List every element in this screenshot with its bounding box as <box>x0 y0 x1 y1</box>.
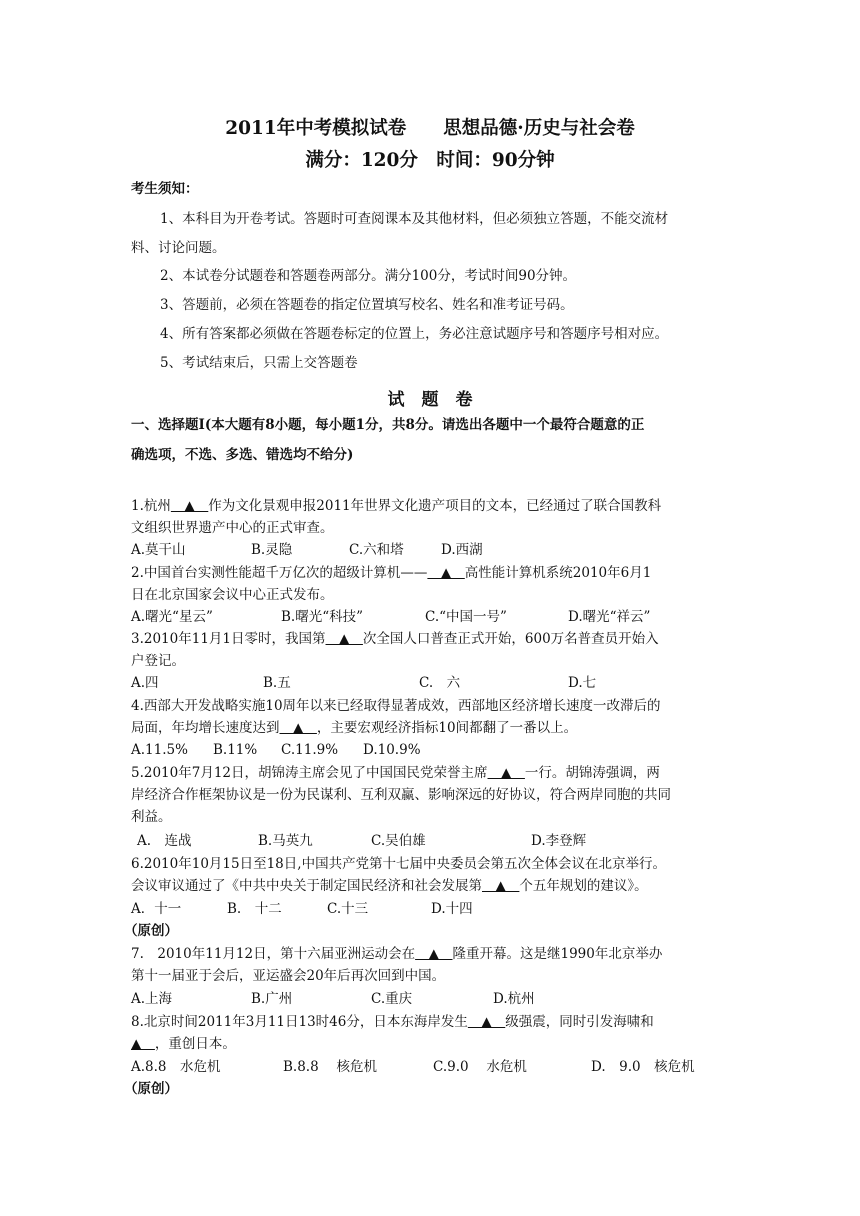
question-text: 一行。胡锦涛强调，两 <box>524 765 660 781</box>
notice-heading: 考生须知： <box>131 181 199 197</box>
question-1 <box>131 497 661 515</box>
question-text: 局面，年均增长速度达到 <box>131 720 280 736</box>
question-8 <box>131 1013 654 1031</box>
question-text: 8.北京时间2011年3月11日13时46分，日本东海岸发生 <box>131 1014 468 1030</box>
question-text: 5.2010年7月12日，胡锦涛主席会见了中国国民党荣誉主席 <box>131 765 488 781</box>
question-2 <box>131 564 651 582</box>
question-text: 2.中国首台实测性能超千万亿次的超级计算机—— <box>131 565 428 581</box>
option: B.曙光“科技” <box>281 609 364 625</box>
option: C. 六 <box>419 675 461 691</box>
exam-title: 2011年中考模拟试卷 思想品德·历史与社会卷 <box>225 118 635 139</box>
question-text <box>131 877 648 895</box>
option: B. 十二 <box>227 901 282 917</box>
notice-item: 1、本科目为开卷考试。答题时可查阅课本及其他材料，但必须独立答题，不能交流材 <box>160 211 669 227</box>
question-text: 3.2010年11月1日零时，我国第 <box>131 631 326 647</box>
option: A.莫干山 <box>131 542 186 558</box>
answer-blank: ▲ <box>325 631 363 647</box>
option: D.十四 <box>431 901 473 917</box>
answer-blank: ▲ <box>487 765 525 781</box>
option: B.8.8 核危机 <box>283 1059 377 1075</box>
option: A.8.8 水危机 <box>131 1059 221 1075</box>
notice-item: 3、答题前，必须在答题卷的指定位置填写校名、姓名和准考证号码。 <box>160 297 574 313</box>
question-text: 文组织世界遗产中心的正式审查。 <box>131 520 334 536</box>
question-text: 7. 2010年11月12日，第十六届亚洲运动会在 <box>131 946 416 962</box>
option: A．十一 <box>131 901 182 917</box>
question-text: ，主要宏观经济指标10间都翻了一番以上。 <box>316 720 578 736</box>
option: A.四 <box>131 675 159 691</box>
question-6: 6.2010年10月15日至18日,中国共产党第十七届中央委员会第五次全体会议在北京举行。 <box>131 856 667 872</box>
option: A.曙光“星云” <box>131 609 213 625</box>
option: C.六和塔 <box>349 542 404 558</box>
option: D.西湖 <box>441 542 483 558</box>
answer-blank: ▲ <box>467 1014 506 1030</box>
answer-blank: ▲ <box>279 720 317 736</box>
option: A. 连战 <box>137 833 192 849</box>
option: A.11.5% <box>131 742 188 758</box>
option: C.吴伯雄 <box>371 833 426 849</box>
question-text: 级强震，同时引发海啸和 <box>505 1014 654 1030</box>
original-tag: （原创） <box>124 1081 178 1097</box>
question-text <box>131 719 577 737</box>
question-text: 第十一届亚于会后，亚运盛会20年后再次回到中国。 <box>131 968 446 984</box>
option: B.马英九 <box>258 833 313 849</box>
answer-blank: ▲ <box>427 565 465 581</box>
option: B.五 <box>263 675 291 691</box>
notice-item: 2、本试卷分试题卷和答题卷两部分。满分100分，考试时间90分钟。 <box>160 268 577 284</box>
notice-item: 5、考试结束后，只需上交答题卷 <box>160 355 358 371</box>
option: D.李登辉 <box>531 833 587 849</box>
question-text: 户登记。 <box>131 653 185 669</box>
section-heading: 一、选择题Ⅰ(本大题有8小题，每小题1分，共8分。请选出各题中一个最符合题意的正 <box>131 417 645 433</box>
notice-item: 4、所有答案都必须做在答题卷标定的位置上，务必注意试题序号和答题序号相对应。 <box>160 326 669 342</box>
question-text: 个五年规划的建议》。 <box>519 878 648 894</box>
question-text: 岸经济合作框架协议是一份为民谋利、互利双赢、影响深远的好协议，符合两岸同胞的共同 <box>131 787 671 803</box>
question-text: 隆重开幕。这是继1990年北京举办 <box>452 946 663 962</box>
question-5 <box>131 764 660 782</box>
question-text: 利益。 <box>131 809 172 825</box>
question-text: 1.杭州 <box>131 498 171 514</box>
answer-blank: ▲ <box>131 1036 155 1052</box>
question-text: 会议审议通过了《中共中央关于制定国民经济和社会发展第 <box>131 878 482 894</box>
question-3 <box>131 630 659 648</box>
option: D.10.9% <box>363 742 421 758</box>
answer-blank: ▲ <box>415 946 453 962</box>
option: B.灵隐 <box>251 542 293 558</box>
option: D. 9.0 核危机 <box>591 1059 695 1075</box>
question-7 <box>131 945 662 963</box>
notice-item: 料、讨论问题。 <box>131 240 226 256</box>
exam-subtitle: 满分：120分 时间：90分钟 <box>305 150 555 171</box>
option: C.11.9% <box>281 742 339 758</box>
option: C.重庆 <box>371 991 413 1007</box>
original-tag: （原创） <box>124 923 178 939</box>
question-4: 4.西部大开发战略实施10周年以来已经取得显著成效，西部地区经济增长速度一改滞后的 <box>131 698 661 714</box>
option: A.上海 <box>131 991 173 1007</box>
question-text: 日在北京国家会议中心正式发布。 <box>131 587 334 603</box>
question-text <box>131 1035 236 1053</box>
option: D.七 <box>568 675 597 691</box>
option: C.十三 <box>327 901 369 917</box>
section-heading: 确选项，不选、多选、错选均不给分) <box>131 447 354 463</box>
question-text: 次全国人口普查正式开始，600万名普查员开始入 <box>362 631 659 647</box>
option: C.9.0 水危机 <box>433 1059 527 1075</box>
question-text: 高性能计算机系统2010年6月1 <box>464 565 652 581</box>
question-text: ，重创日本。 <box>154 1036 236 1052</box>
answer-blank: ▲ <box>482 878 520 894</box>
option: C.“中国一号” <box>425 609 507 625</box>
answer-blank: ▲ <box>170 498 209 514</box>
option: B.广州 <box>251 991 293 1007</box>
option: B.11% <box>213 742 258 758</box>
option: D.杭州 <box>493 991 535 1007</box>
question-text: 作为文化景观申报2011年世界文化遗产项目的文本，已经通过了联合国教科 <box>208 498 662 514</box>
section-title: 试 题 卷 <box>387 390 473 410</box>
option: D.曙光“祥云” <box>568 609 651 625</box>
